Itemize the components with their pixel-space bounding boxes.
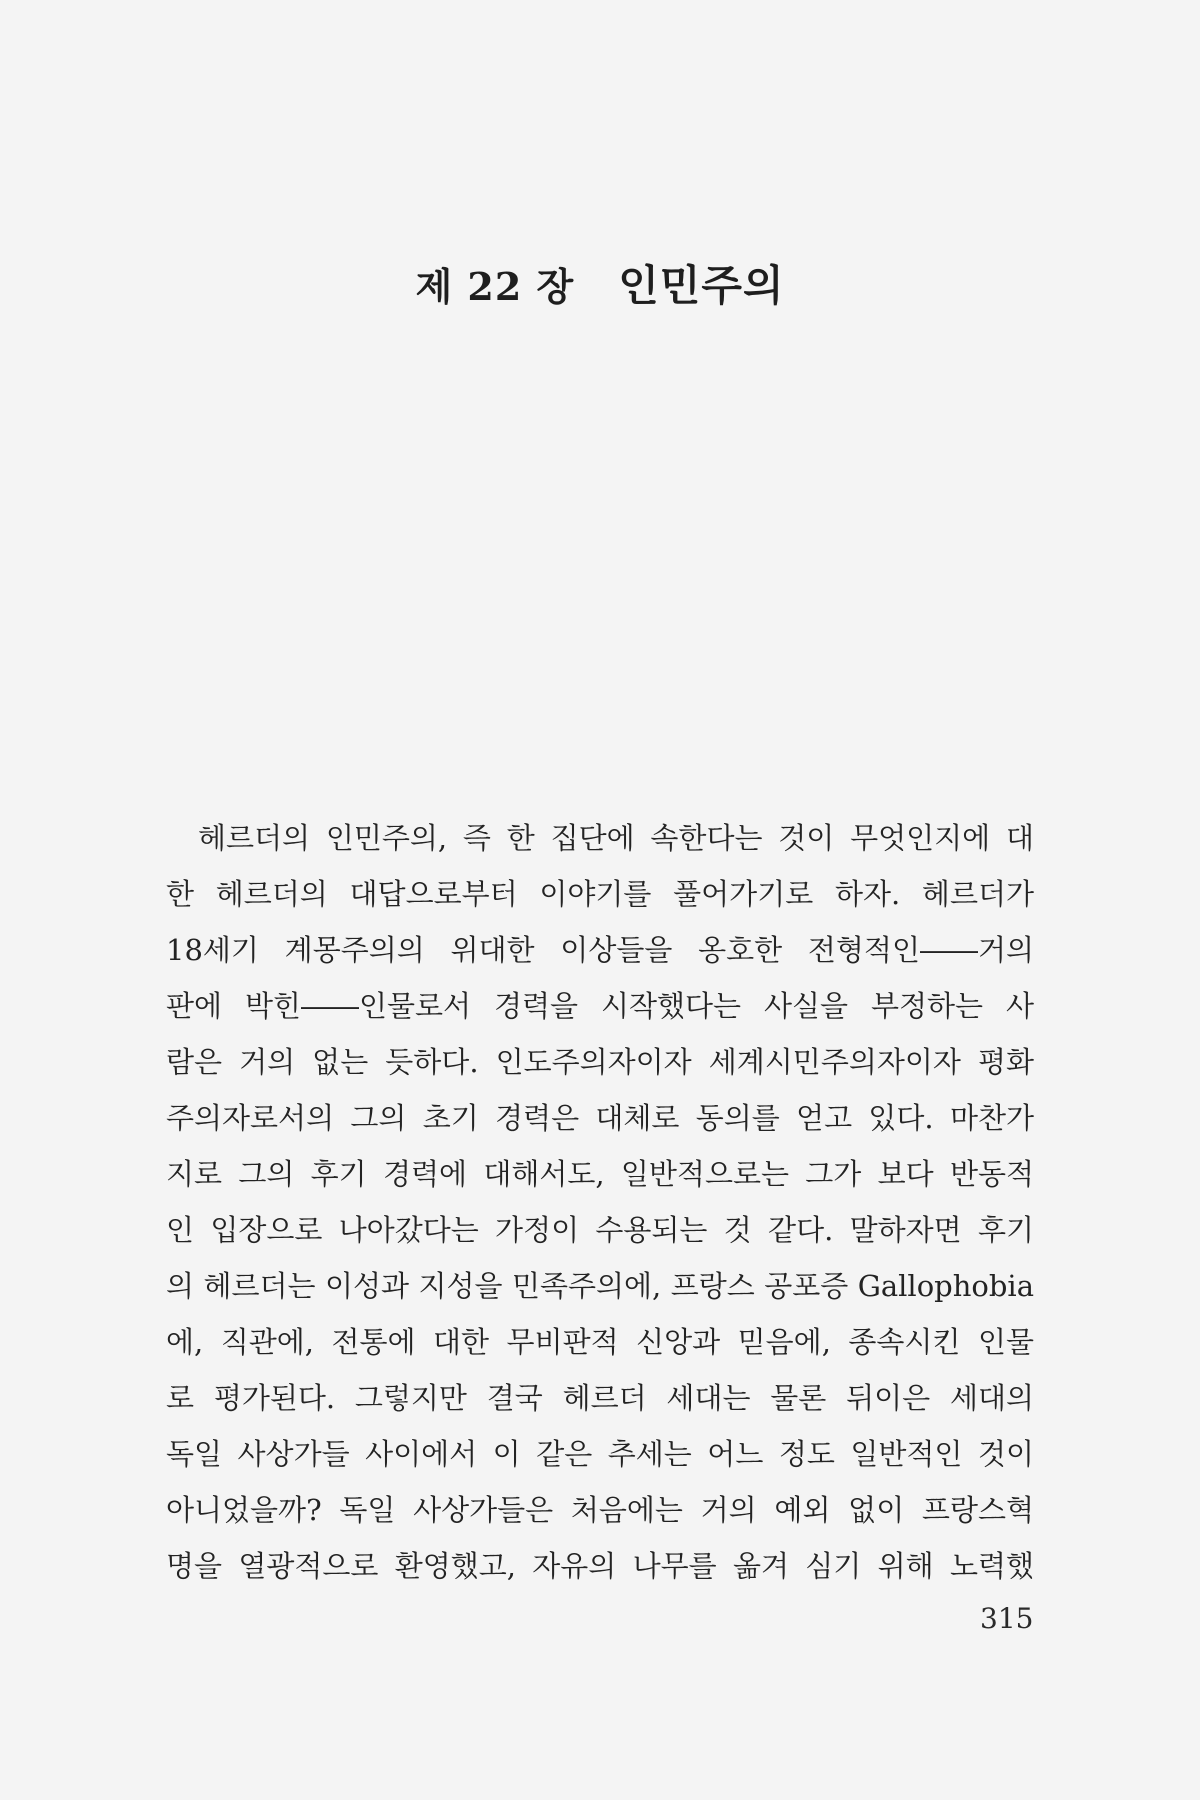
text-line: 한 헤르더의 대답으로부터 이야기를 풀어가기로 하자. 헤르더가 (166, 877, 1034, 911)
text-line: 판에 박힌――인물로서 경력을 시작했다는 사실을 부정하는 사 (166, 989, 1034, 1023)
chapter-number: 제 22 장 (415, 263, 575, 309)
text-line: 의 헤르더는 이성과 지성을 민족주의에, 프랑스 공포증 Gallophobia (166, 1269, 1034, 1303)
text-line: 인 입장으로 나아갔다는 가정이 수용되는 것 같다. 말하자면 후기 (166, 1213, 1034, 1247)
chapter-title: 인민주의 (618, 260, 785, 310)
text-line: 람은 거의 없는 듯하다. 인도주의자이자 세계시민주의자이자 평화 (166, 1045, 1034, 1079)
page-number: 315 (980, 1602, 1034, 1635)
text-line: 에, 직관에, 전통에 대한 무비판적 신앙과 믿음에, 종속시킨 인물 (166, 1325, 1034, 1359)
text-line: 독일 사상가들 사이에서 이 같은 추세는 어느 정도 일반적인 것이 (166, 1437, 1034, 1471)
text-line: 주의자로서의 그의 초기 경력은 대체로 동의를 얻고 있다. 마찬가 (166, 1101, 1034, 1135)
text-line: 지로 그의 후기 경력에 대해서도, 일반적으로는 그가 보다 반동적 (166, 1157, 1034, 1191)
text-line: 명을 열광적으로 환영했고, 자유의 나무를 옮겨 심기 위해 노력했 (166, 1549, 1034, 1583)
chapter-heading (0, 253, 1200, 313)
body-text (166, 810, 1034, 1594)
text-line: 아니었을까? 독일 사상가들은 처음에는 거의 예외 없이 프랑스혁 (166, 1493, 1034, 1527)
text-line: 18세기 계몽주의의 위대한 이상들을 옹호한 전형적인――거의 (166, 933, 1034, 967)
text-line: 헤르더의 인민주의, 즉 한 집단에 속한다는 것이 무엇인지에 대 (198, 821, 1034, 855)
text-line: 로 평가된다. 그렇지만 결국 헤르더 세대는 물론 뒤이은 세대의 (166, 1381, 1034, 1415)
